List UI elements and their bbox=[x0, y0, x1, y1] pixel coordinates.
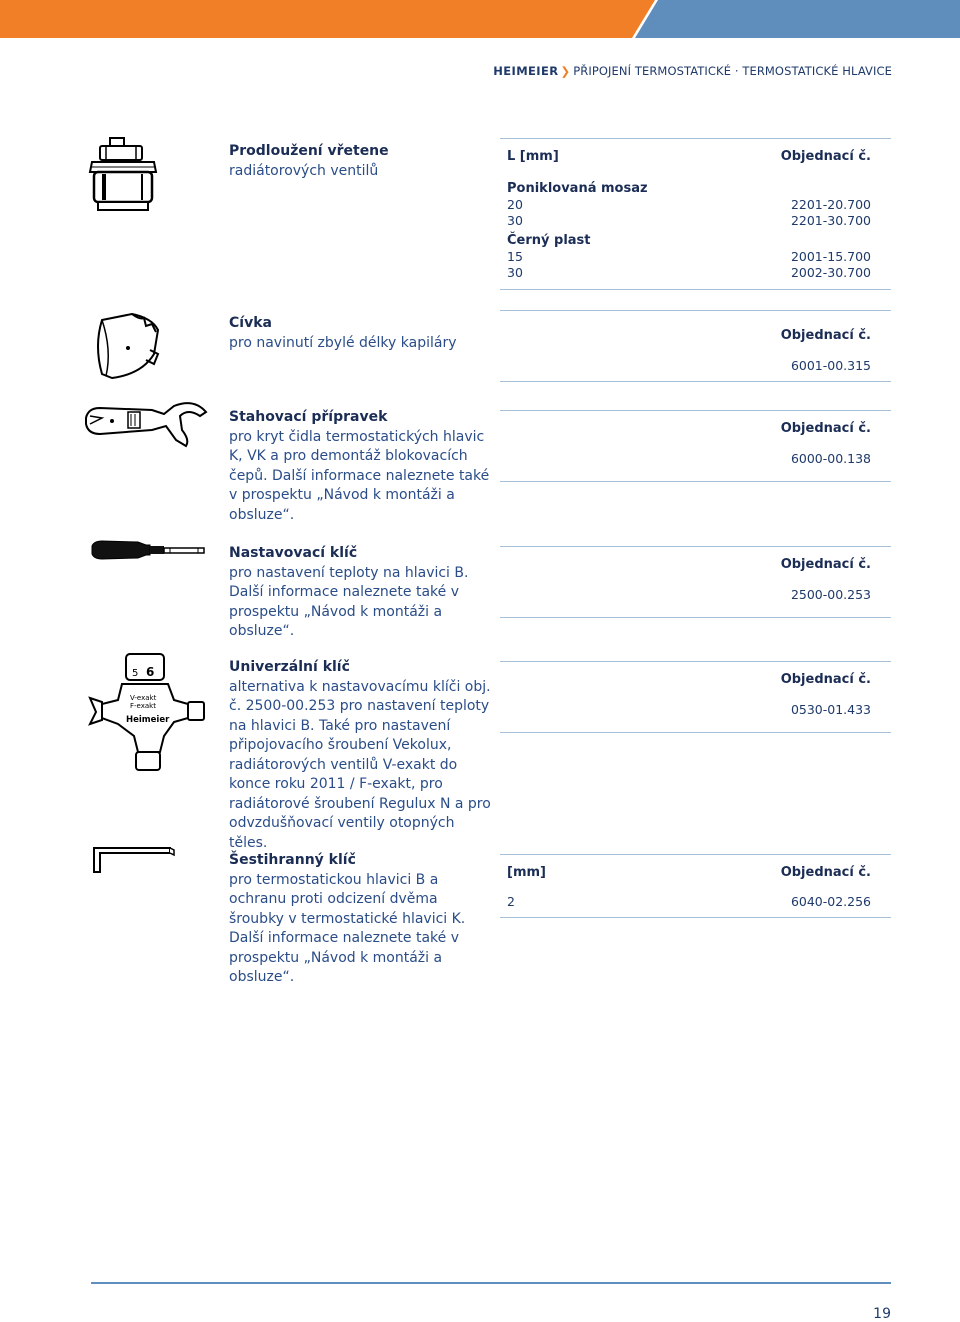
column-order-number: Objednací č. bbox=[780, 421, 871, 436]
screwdriver-illustration bbox=[90, 538, 210, 562]
column-length: L [mm] bbox=[507, 149, 559, 164]
key-size-label: 5 bbox=[132, 668, 139, 679]
chevron-right-icon: ❯ bbox=[560, 64, 571, 78]
product-description bbox=[229, 142, 491, 181]
product-description bbox=[229, 851, 491, 988]
table-row: 30 2201-30.700 bbox=[507, 213, 871, 228]
table-header bbox=[500, 328, 891, 344]
table-row: 15 2001-15.700 bbox=[507, 249, 871, 264]
product-description bbox=[229, 658, 491, 853]
column-size: [mm] bbox=[507, 865, 546, 880]
top-color-bar bbox=[0, 0, 960, 38]
product-text: pro termostatickou hlavici B a ochranu proti odcizení dvěma šroubky v termostatické hlavici K. Další informace naleznete také v prospektu „Návod k montáži a obsluze“. bbox=[229, 871, 466, 985]
group-label: Černý plast bbox=[507, 233, 591, 248]
product-text: pro nastavení teploty na hlavici B. Další informace naleznete také v prospektu „Návod k montáži a obsluze“. bbox=[229, 564, 469, 639]
universal-key-illustration bbox=[88, 652, 208, 774]
product-title: Šestihranný klíč bbox=[229, 852, 356, 868]
table-row: 30 2002-30.700 bbox=[507, 265, 871, 280]
page-number: 19 bbox=[873, 1306, 891, 1322]
product-title: Univerzální klíč bbox=[229, 659, 350, 675]
header-brand: HEIMEIER bbox=[493, 64, 559, 78]
column-order-number: Objednací č. bbox=[780, 557, 871, 572]
table-row: 6000-00.138 bbox=[790, 451, 871, 466]
table-row: 20 2201-20.700 bbox=[507, 197, 871, 212]
product-description bbox=[229, 408, 491, 525]
group-label: Poniklovaná mosaz bbox=[507, 181, 648, 196]
table-header bbox=[500, 557, 891, 573]
coil-illustration bbox=[84, 310, 184, 382]
product-text: pro kryt čidla termostatických hlavic K, VK a pro demontáž blokovacích čepů. Další informace naleznete také v prospektu „Návod k montáži a obsluze“. bbox=[229, 428, 490, 523]
header-section: PŘIPOJENÍ TERMOSTATICKÉ · TERMOSTATICKÉ HLAVICE bbox=[573, 64, 892, 78]
table-header bbox=[500, 672, 891, 688]
table-row: 6001-00.315 bbox=[790, 358, 871, 373]
column-order-number: Objednací č. bbox=[780, 328, 871, 343]
order-table bbox=[500, 546, 891, 618]
key-label: V-exakt bbox=[130, 694, 157, 702]
table-row: 2500-00.253 bbox=[790, 587, 871, 602]
table-header bbox=[500, 421, 891, 437]
puller-illustration bbox=[82, 400, 212, 448]
footer-divider bbox=[91, 1282, 891, 1284]
table-row: 0530-01.433 bbox=[790, 702, 871, 717]
product-text: pro navinutí zbylé délky kapiláry bbox=[229, 334, 457, 351]
table-header bbox=[500, 149, 891, 165]
order-table bbox=[500, 410, 891, 482]
table-header bbox=[500, 865, 891, 881]
product-title: Prodloužení vřetene bbox=[229, 143, 389, 159]
order-table bbox=[500, 138, 891, 290]
column-order-number: Objednací č. bbox=[780, 672, 871, 687]
key-label: F-exakt bbox=[130, 702, 156, 710]
product-text: radiátorových ventilů bbox=[229, 162, 379, 179]
product-title: Nastavovací klíč bbox=[229, 545, 358, 561]
product-description bbox=[229, 314, 491, 353]
product-title: Stahovací přípravek bbox=[229, 409, 388, 425]
hex-key-illustration bbox=[90, 844, 180, 876]
product-text: alternativa k nastavovacímu klíči obj. č. 2500-00.253 pro nastavení teploty na hlavici B. Také pro nastavení připojovacího šroubení Vekolux, radiátorových ventilů V-exakt do konce roku 2011 / F-exakt, pro radiátorové šroubení Regulux N a pro odvzdušňovací ventily otopných těles. bbox=[229, 678, 491, 851]
order-table bbox=[500, 310, 891, 382]
spindle-extension-illustration bbox=[84, 136, 184, 214]
order-table bbox=[500, 661, 891, 733]
key-brand-label: Heimeier bbox=[126, 715, 170, 725]
table-row: 2 6040-02.256 bbox=[507, 894, 871, 909]
product-description bbox=[229, 544, 491, 642]
running-header bbox=[493, 64, 892, 78]
column-order-number: Objednací č. bbox=[780, 865, 871, 880]
column-order-number: Objednací č. bbox=[780, 149, 871, 164]
product-title: Cívka bbox=[229, 315, 272, 331]
order-table bbox=[500, 854, 891, 918]
key-size-label: 6 bbox=[146, 665, 155, 679]
